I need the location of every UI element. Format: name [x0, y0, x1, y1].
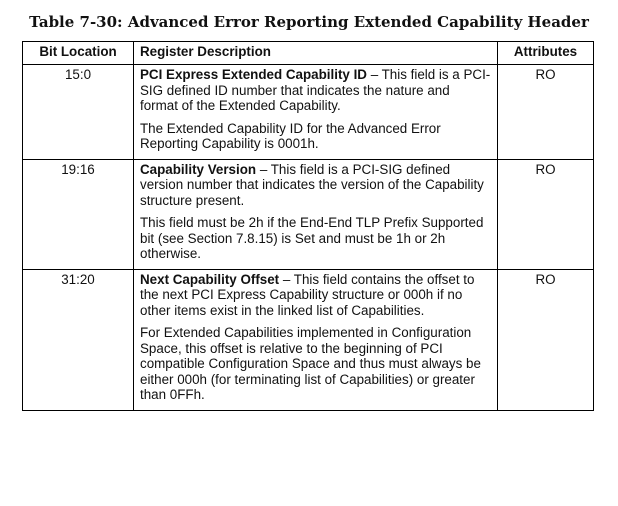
- field-name: Next Capability Offset: [140, 271, 280, 287]
- register-table: [22, 41, 594, 411]
- attribute-cell: RO: [498, 159, 594, 269]
- bit-location-cell: 19:16: [23, 159, 134, 269]
- description-paragraph: [140, 162, 491, 209]
- attribute-cell: RO: [498, 65, 594, 160]
- column-header-bit-location: Bit Location: [23, 42, 134, 65]
- bit-location-cell: 31:20: [23, 269, 134, 410]
- description-paragraph: [140, 272, 491, 319]
- table-row: [23, 159, 594, 269]
- column-header-attributes: Attributes: [498, 42, 594, 65]
- field-description: – This field is a PCI-SIG defined version number that indicates the version of the Capability structure present.: [140, 161, 484, 208]
- attribute-cell: RO: [498, 269, 594, 410]
- table-row: [23, 269, 594, 410]
- description-cell: [134, 65, 498, 160]
- description-note: For Extended Capabilities implemented in Configuration Space, this offset is relative to the beginning of PCI compatible Configuration Space and thus must always be either 000h (for terminating list of Capabilities) or greater than 0FFh.: [140, 325, 481, 402]
- bit-location-cell: 15:0: [23, 65, 134, 160]
- description-paragraph: [140, 67, 491, 114]
- field-description: – This field contains the offset to the next PCI Express Capability structure or 000h if no other items exist in the linked list of Capabilities.: [140, 271, 475, 318]
- column-header-register-description: Register Description: [134, 42, 498, 65]
- description-note: This field must be 2h if the End-End TLP Prefix Supported bit (see Section 7.8.15) is Set and must be 1h or 2h otherwise.: [140, 215, 484, 261]
- table-caption: Table 7-30: Advanced Error Reporting Extended Capability Header: [29, 13, 589, 31]
- table-header-row: [23, 42, 594, 65]
- field-name: PCI Express Extended Capability ID: [140, 67, 367, 82]
- field-name: Capability Version: [140, 161, 257, 177]
- description-note: The Extended Capability ID for the Advanced Error Reporting Capability is 0001h.: [140, 120, 441, 151]
- description-cell: [134, 269, 498, 410]
- table-row: [23, 65, 594, 160]
- description-cell: [134, 159, 498, 269]
- field-description: – This field is a PCI-SIG defined ID number that indicates the nature and format of the Extended Capability.: [140, 67, 491, 113]
